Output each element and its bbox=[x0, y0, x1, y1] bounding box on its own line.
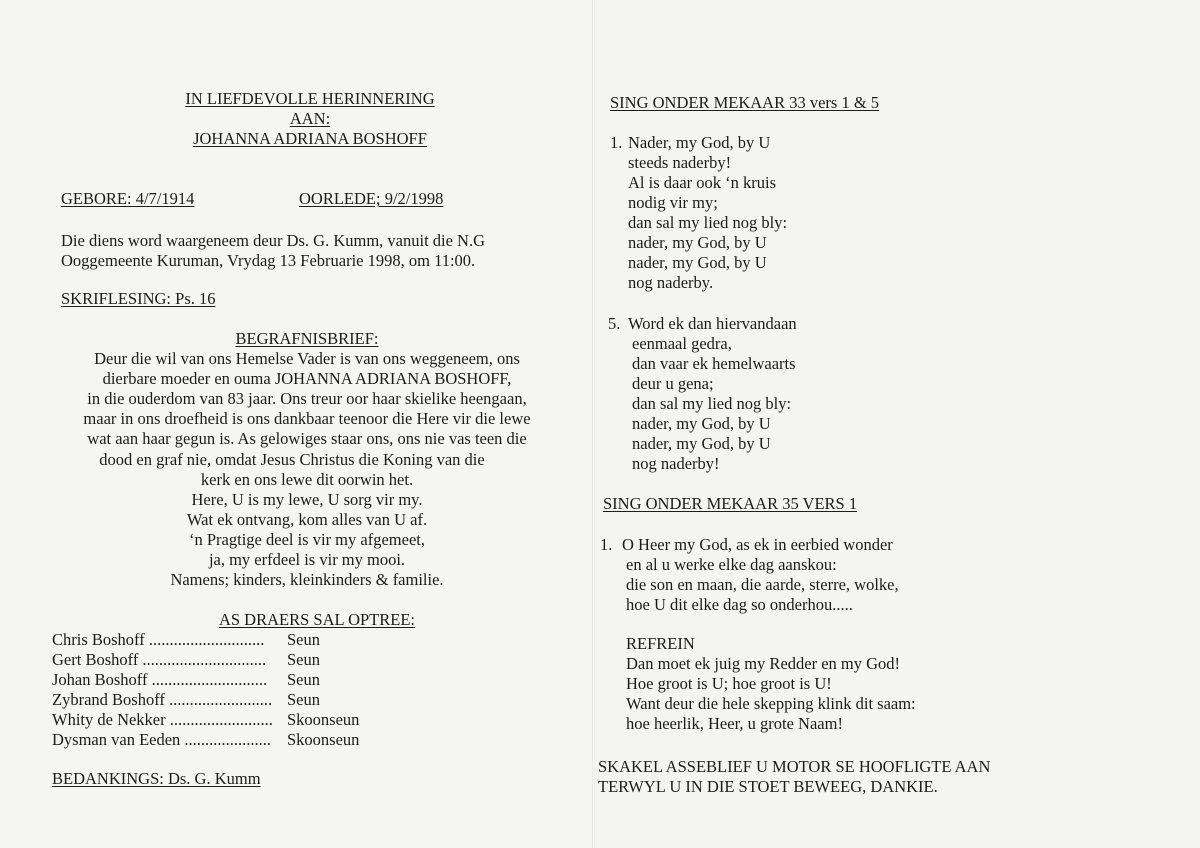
poem-line: ja, my erfdeel is vir my mooi. bbox=[208, 550, 406, 569]
service-info-line-2: Ooggemeente Kuruman, Vrydag 13 Februarie 1998, om 11:00. bbox=[61, 251, 476, 270]
verse-line: nader, my God, by U bbox=[632, 414, 771, 433]
verse-line: dan sal my lied nog bly: bbox=[628, 213, 788, 232]
verse-line: O Heer my God, as ek in eerbied wonder bbox=[622, 535, 893, 554]
acknowledgements: BEDANKINGS: Ds. G. Kumm bbox=[52, 769, 261, 788]
closing-notice-line-2: TERWYL U IN DIE STOET BEWEEG, DANKIE. bbox=[598, 777, 938, 796]
burial-line: dierbare moeder en ouma JOHANNA ADRIANA BOSHOFF, bbox=[102, 369, 512, 388]
bearer-role: Seun bbox=[287, 690, 320, 709]
death-date: OORLEDE; 9/2/1998 bbox=[299, 189, 444, 208]
refrain-line: Dan moet ek juig my Redder en my God! bbox=[626, 654, 901, 673]
bearer-row bbox=[52, 670, 320, 690]
bearer-row bbox=[52, 650, 320, 670]
bearer-role: Skoonseun bbox=[287, 730, 360, 749]
poem-line: Here, U is my lewe, U sorg vir my. bbox=[191, 490, 423, 509]
service-info-line-1: Die diens word waargeneem deur Ds. G. Kumm, vanuit die N.G bbox=[61, 231, 486, 250]
verse-line: nog naderby. bbox=[628, 273, 714, 292]
verse-line: nader, my God, by U bbox=[632, 434, 771, 453]
bearer-name: Chris Boshoff ............................ bbox=[52, 630, 265, 649]
closing-notice-line-1: SKAKEL ASSEBLIEF U MOTOR SE HOOFLIGTE AAN bbox=[598, 757, 991, 776]
verse-line: Al is daar ook ‘n kruis bbox=[628, 173, 777, 192]
refrain-line: hoe heerlik, Heer, u grote Naam! bbox=[626, 714, 843, 733]
hymn-1-heading: SING ONDER MEKAAR 33 vers 1 & 5 bbox=[610, 93, 880, 112]
hymn-2-heading: SING ONDER MEKAAR 35 VERS 1 bbox=[603, 494, 858, 513]
verse-number: 5. bbox=[608, 314, 621, 333]
burial-line: wat aan haar gegun is. As gelowiges staar ons, ons nie vas teen die bbox=[87, 429, 527, 448]
memorial-title: IN LIEFDEVOLLE HERINNERING bbox=[185, 89, 435, 108]
verse-line: nodig vir my; bbox=[628, 193, 718, 212]
burial-line: in die ouderdom van 83 jaar. Ons treur oor haar skielike heengaan, bbox=[87, 389, 527, 408]
scripture-reading: SKRIFLESING: Ps. 16 bbox=[61, 289, 216, 308]
verse-line: nader, my God, by U bbox=[628, 253, 767, 272]
bearer-row bbox=[52, 630, 320, 650]
bearer-row bbox=[52, 710, 360, 730]
bearer-role: Seun bbox=[287, 630, 320, 649]
verse-line: nog naderby! bbox=[632, 454, 720, 473]
bearers-heading: AS DRAERS SAL OPTREE: bbox=[218, 610, 416, 629]
verse-line: die son en maan, die aarde, sterre, wolke, bbox=[626, 575, 899, 594]
burial-line: dood en graf nie, omdat Jesus Christus die Koning van die bbox=[99, 450, 485, 469]
refrain-label: REFREIN bbox=[626, 634, 695, 653]
bearer-name: Johan Boshoff ............................ bbox=[52, 670, 268, 689]
birth-date: GEBORE: 4/7/1914 bbox=[61, 189, 195, 208]
verse-line: steeds naderby! bbox=[628, 153, 732, 172]
refrain-line: Want deur die hele skepping klink dit saam: bbox=[626, 694, 916, 713]
burial-line: maar in ons droefheid is ons dankbaar teenoor die Here vir die lewe bbox=[83, 409, 531, 428]
verse-number: 1. bbox=[600, 535, 613, 554]
deceased-name: JOHANNA ADRIANA BOSHOFF bbox=[193, 129, 427, 148]
burial-line: Deur die wil van ons Hemelse Vader is van ons weggeneem, ons bbox=[94, 349, 520, 368]
bearer-name: Gert Boshoff .............................. bbox=[52, 650, 267, 669]
verse-number: 1. bbox=[610, 133, 623, 152]
burial-line: kerk en ons lewe dit oorwin het. bbox=[200, 470, 414, 489]
poem-line: Wat ek ontvang, kom alles van U af. bbox=[186, 510, 428, 529]
refrain-line: Hoe groot is U; hoe groot is U! bbox=[626, 674, 832, 693]
verse-line: nader, my God, by U bbox=[628, 233, 767, 252]
verse-line: Word ek dan hiervandaan bbox=[628, 314, 797, 333]
poem-line: ‘n Pragtige deel is vir my afgemeet, bbox=[189, 530, 425, 549]
verse-line: en al u werke elke dag aanskou: bbox=[626, 555, 837, 574]
bearer-role: Seun bbox=[287, 670, 320, 689]
verse-line: dan sal my lied nog bly: bbox=[632, 394, 792, 413]
verse-line: Nader, my God, by U bbox=[628, 133, 771, 152]
bearer-role: Seun bbox=[287, 650, 320, 669]
bearer-name: Zybrand Boshoff ......................... bbox=[52, 690, 273, 709]
bearer-row bbox=[52, 730, 360, 750]
verse-line: hoe U dit elke dag so onderhou..... bbox=[626, 595, 853, 614]
bearer-name: Whity de Nekker ......................... bbox=[52, 710, 273, 729]
bearer-role: Skoonseun bbox=[287, 710, 360, 729]
memorial-title-to: AAN: bbox=[289, 109, 331, 128]
verse-line: dan vaar ek hemelwaarts bbox=[632, 354, 796, 373]
burial-letter-heading: BEGRAFNISBRIEF: bbox=[235, 329, 379, 348]
verse-line: deur u gena; bbox=[632, 374, 714, 393]
verse-line: eenmaal gedra, bbox=[632, 334, 732, 353]
bearer-row bbox=[52, 690, 320, 710]
family-signoff: Namens; kinders, kleinkinders & familie. bbox=[170, 570, 444, 589]
bearer-name: Dysman van Eeden ..................... bbox=[52, 730, 272, 749]
